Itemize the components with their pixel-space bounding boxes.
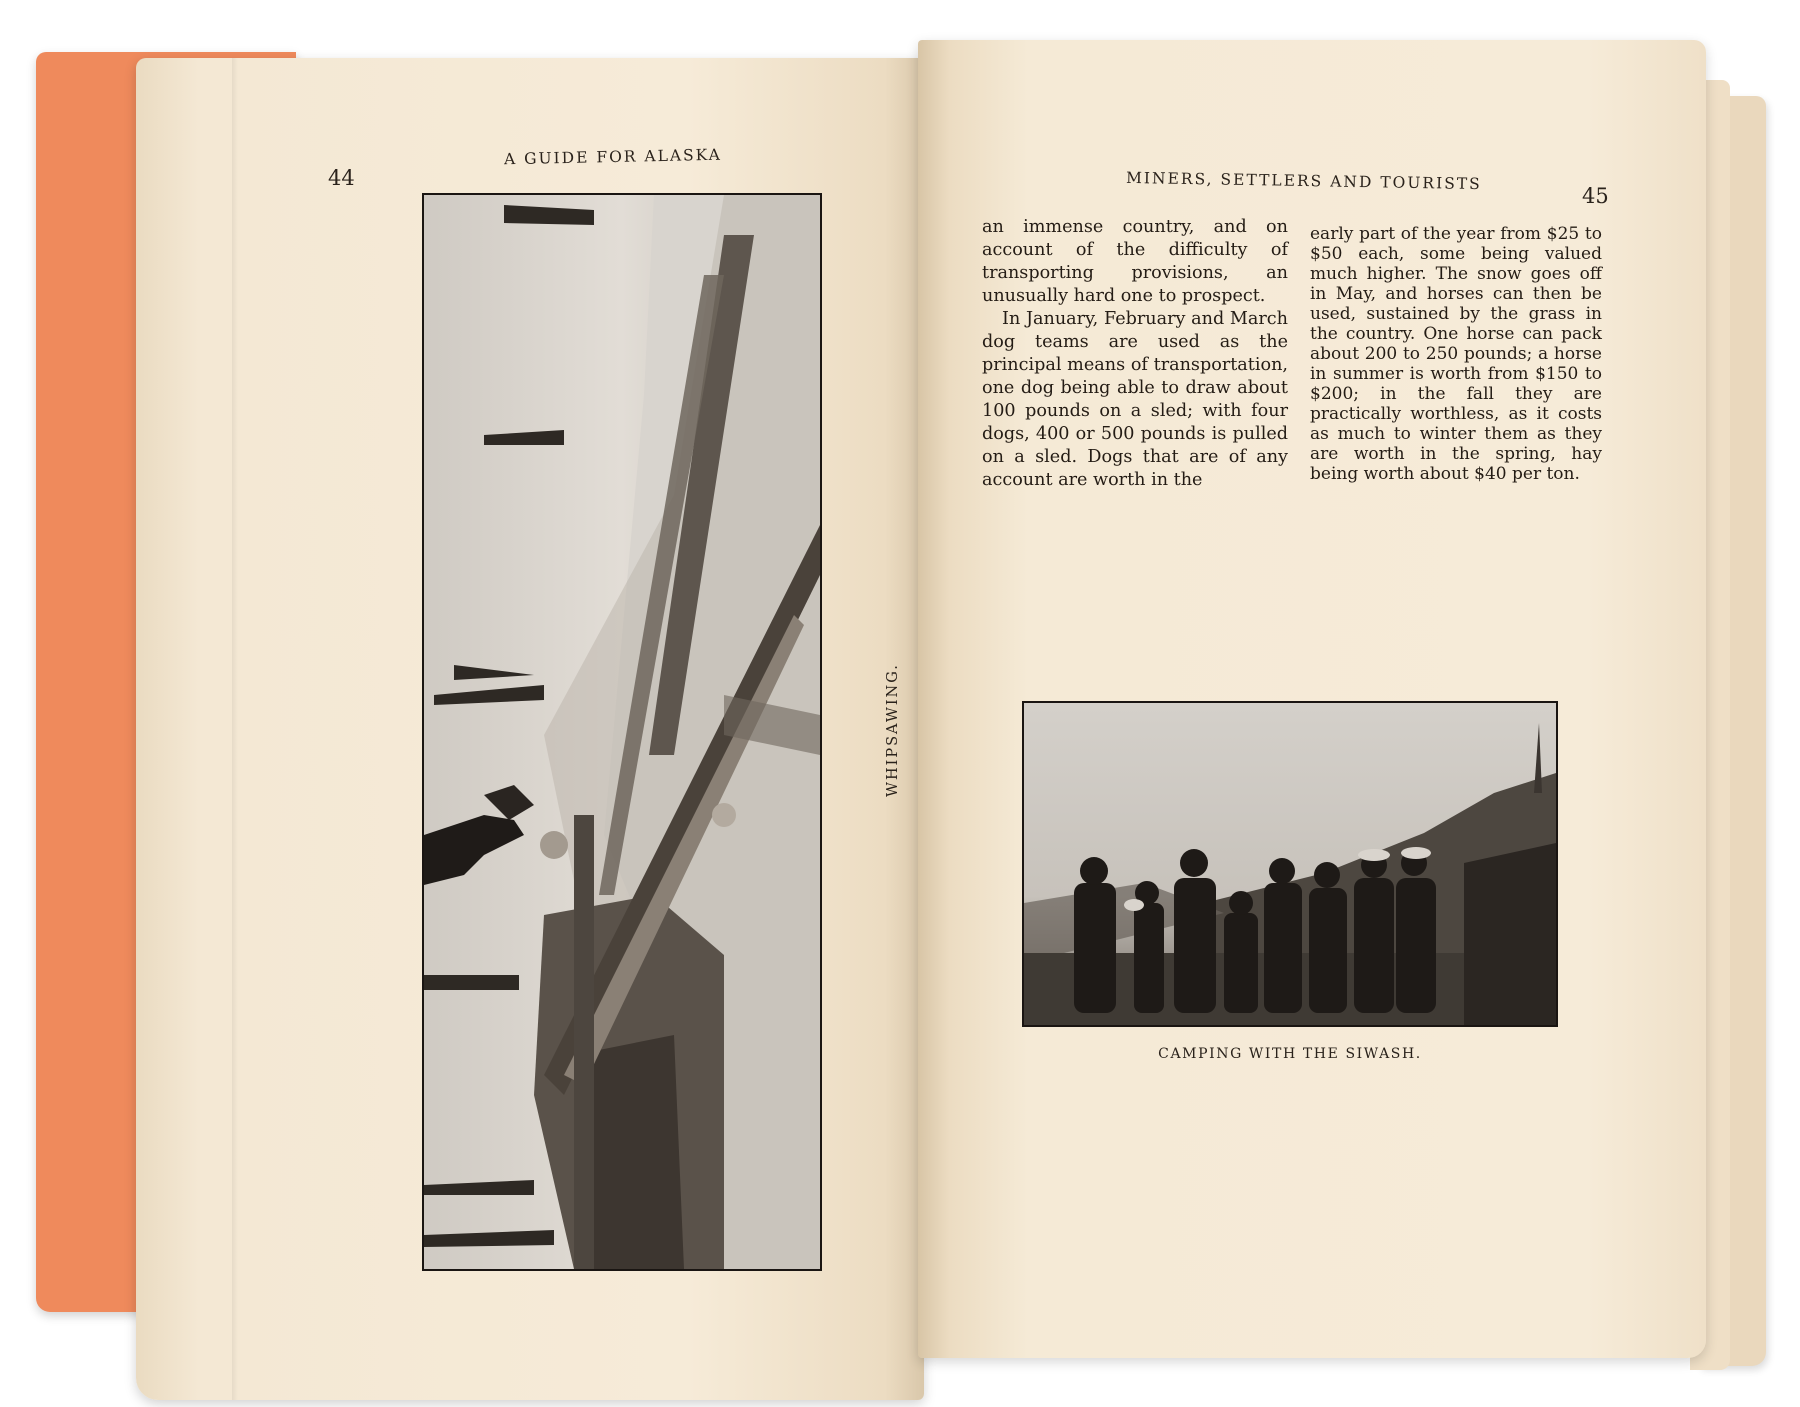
right-page-number: 45: [1582, 184, 1609, 208]
text-column-2: [1310, 224, 1602, 484]
column2-paragraph-1: early part of the year from $25 to $50 each, some being valued much higher. The snow goes off in May, and horses can then be used, sustained by the grass in the country. One horse can pack about 200 to 250 pounds; a horse in summer is worth from $150 to $200; in the fall they are practically worthless, as it costs as much to winter them as they are worth in the spring, hay being worth about $40 per ton.: [1310, 224, 1602, 484]
column1-paragraph-2: In January, February and March dog teams are used as the principal means of transportation, one dog being able to draw about 100 pounds on a sled; with four dogs, 400 or 500 pounds is pulled on a sled. Dogs that are of any account are worth in the: [982, 309, 1288, 490]
siwash-camping-photo: [1022, 701, 1558, 1027]
left-page-number: 44: [328, 166, 355, 190]
right-running-head: MINERS, SETTLERS AND TOURISTS: [1125, 168, 1482, 194]
column1-paragraph-1: an immense country, and on account of the difficulty of transporting provisions, an unusually hard one to prospect.: [982, 217, 1288, 306]
text-column-1: [982, 216, 1288, 492]
whipsawing-caption: WHIPSAWING.: [885, 663, 901, 797]
left-running-head: A GUIDE FOR ALASKA: [503, 145, 723, 169]
whipsawing-photo: [422, 193, 822, 1271]
siwash-caption: CAMPING WITH THE SIWASH.: [1158, 1046, 1422, 1062]
